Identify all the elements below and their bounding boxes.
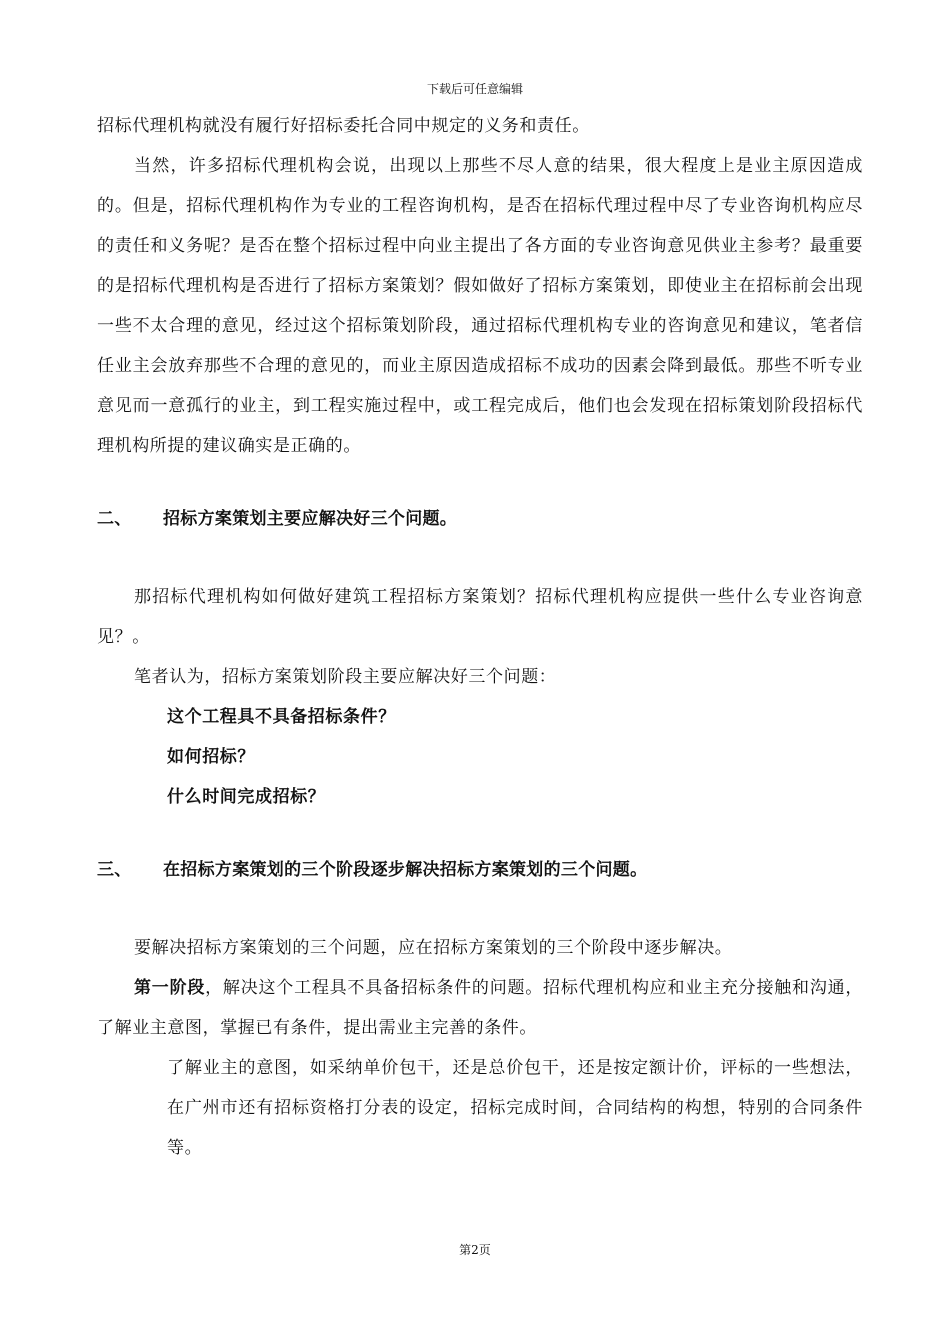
section-number: 二、	[97, 509, 132, 529]
paragraph-question: 那招标代理机构如何做好建筑工程招标方案策划？招标代理机构应提供一些什么专业咨询意见？。	[97, 587, 863, 647]
list-item: 这个工程具不具备招标条件？	[97, 697, 863, 737]
paragraph-stages-intro: 要解决招标方案策划的三个问题，应在招标方案策划的三个阶段中逐步解决。	[134, 938, 733, 958]
page-header: 下载后可任意编辑	[426, 82, 523, 96]
page-footer: 第2页	[459, 1243, 491, 1257]
bullet-box-icon	[97, 697, 167, 737]
paragraph-continuation: 招标代理机构就没有履行好招标委托合同中规定的义务和责任。	[97, 116, 590, 136]
paragraph-author-view: 笔者认为，招标方案策划阶段主要应解决好三个问题：	[134, 667, 557, 687]
section-title: 招标方案策划主要应解决好三个问题。	[163, 509, 458, 529]
stage-one-text: ，解决这个工程具不具备招标条件的问题。招标代理机构应和业主充分接触和沟通，了解业主意图，掌握已有条件，提出需业主完善的条件。	[97, 978, 863, 1038]
bullet-box-icon	[97, 737, 167, 777]
section-number: 三、	[97, 860, 132, 880]
section-heading-2	[97, 499, 863, 539]
bullet-box-icon	[97, 777, 167, 817]
list-item: 了解业主的意图，如采纳单价包干，还是总价包干，还是按定额计价，评标的一些想法，在广州市还有招标资格打分表的设定，招标完成时间，合同结构的构想，特别的合同条件等。	[97, 1048, 863, 1168]
section-heading-3	[97, 850, 863, 890]
section-title: 在招标方案策划的三个阶段逐步解决招标方案策划的三个问题。	[163, 860, 648, 880]
document-body	[97, 106, 863, 1168]
list-item: 如何招标？	[97, 737, 863, 777]
paragraph-stage-one	[97, 968, 863, 1048]
bullet-box-icon	[97, 1048, 167, 1168]
list-item: 什么时间完成招标？	[97, 777, 863, 817]
paragraph-owner-reasons: 当然，许多招标代理机构会说，出现以上那些不尽人意的结果，很大程度上是业主原因造成的。但是，招标代理机构作为专业的工程咨询机构，是否在招标代理过程中尽了专业咨询机构应尽的责任和义务呢？是否在整个招标过程中向业主提出了各方面的专业咨询意见供业主参考？最重要的是招标代理机构是否进行了招标方案策划？假如做好了招标方案策划，即使业主在招标前会出现一些不太合理的意见，经过这个招标策划阶段，通过招标代理机构专业的咨询意见和建议，笔者信任业主会放弃那些不合理的意见的，而业主原因造成招标不成功的因素会降到最低。那些不听专业意见而一意孤行的业主，到工程实施过程中，或工程完成后，他们也会发现在招标策划阶段招标代理机构所提的建议确实是正确的。	[97, 156, 863, 456]
stage-one-label: 第一阶段	[134, 978, 206, 998]
